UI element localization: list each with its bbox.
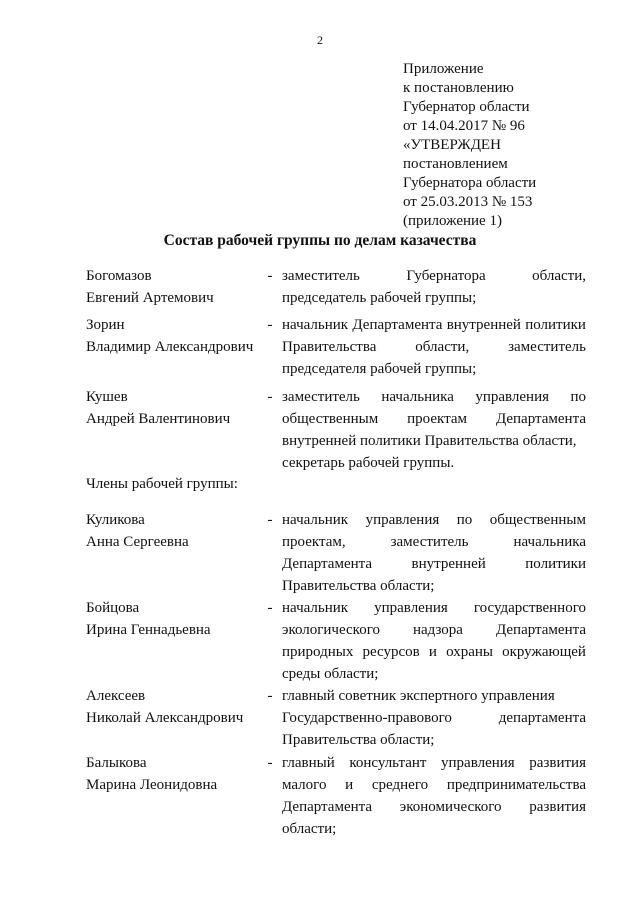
member-given-name: Николай Александрович (86, 710, 244, 726)
separator-dash: - (267, 688, 273, 704)
role-line: главный консультант управления развития (282, 755, 586, 771)
member-given-name: Владимир Александрович (86, 339, 254, 355)
member-given-name: Анна Сергеевна (86, 534, 189, 550)
member-role (282, 597, 586, 685)
separator-dash: - (267, 600, 273, 616)
member-name (86, 386, 264, 430)
member-surname: Кушев (86, 389, 128, 405)
separator-dash: - (267, 755, 273, 771)
member-name (86, 685, 264, 729)
role-line: Государственно-правового департамента (282, 710, 586, 726)
member-name (86, 509, 264, 553)
member-surname: Богомазов (86, 268, 152, 284)
role-line: Правительства области, заместитель (282, 339, 586, 355)
member-role (282, 265, 586, 309)
member-given-name: Андрей Валентинович (86, 411, 231, 427)
role-line: Правительства области; (282, 578, 435, 594)
member-name (86, 314, 264, 358)
role-line: среды области; (282, 666, 379, 682)
appendix-line: от 25.03.2013 № 153 (403, 194, 533, 210)
member-name (86, 597, 264, 641)
member-surname: Зорин (86, 317, 125, 333)
member-surname: Бойцова (86, 600, 140, 616)
member-given-name: Евгений Артемович (86, 290, 214, 306)
member-role (282, 386, 586, 474)
role-line: секретарь рабочей группы. (282, 455, 455, 471)
appendix-line: постановлением (403, 156, 508, 172)
role-line: председателя рабочей группы; (282, 361, 477, 377)
member-surname: Алексеев (86, 688, 146, 704)
appendix-line: Губернатор области (403, 99, 530, 115)
role-line: внутренней политики Правительства области, (282, 433, 577, 449)
role-line: председатель рабочей группы; (282, 290, 477, 306)
members-heading: Члены рабочей группы: (86, 476, 238, 492)
separator-dash: - (267, 512, 273, 528)
member-surname: Балыкова (86, 755, 147, 771)
member-surname: Куликова (86, 512, 145, 528)
appendix-line: к постановлению (403, 80, 514, 96)
page-number: 2 (317, 33, 323, 47)
separator-dash: - (267, 268, 273, 284)
role-line: общественным проектам Департамента (282, 411, 586, 427)
role-line: главный советник экспертного управления (282, 688, 555, 704)
separator-dash: - (267, 317, 273, 333)
role-line: проектам, заместитель начальника (282, 534, 586, 550)
role-line: Правительства области; (282, 732, 435, 748)
member-role (282, 314, 586, 380)
role-line: области; (282, 821, 337, 837)
document-title: Состав рабочей группы по делам казачества (163, 232, 477, 249)
role-line: экологического надзора Департамента (282, 622, 586, 638)
member-role (282, 752, 586, 840)
appendix-block (403, 60, 628, 231)
member-given-name: Ирина Геннадьевна (86, 622, 211, 638)
member-name (86, 265, 264, 309)
appendix-line: «УТВЕРЖДЕН (403, 137, 501, 153)
member-name (86, 752, 264, 796)
appendix-line: от 14.04.2017 № 96 (403, 118, 525, 134)
member-role (282, 509, 586, 597)
role-line: начальник Департамента внутренней политики (282, 317, 586, 333)
role-line: Департамента экономического развития (282, 799, 586, 815)
appendix-line: Приложение (403, 61, 484, 77)
role-line: начальник управления по общественным (282, 512, 586, 528)
role-line: малого и среднего предпринимательства (282, 777, 586, 793)
appendix-line: Губернатора области (403, 175, 537, 191)
member-given-name: Марина Леонидовна (86, 777, 218, 793)
role-line: начальник управления государственного (282, 600, 586, 616)
member-role (282, 685, 586, 751)
role-line: Департамента внутренней политики (282, 556, 586, 572)
role-line: заместитель Губернатора области, (282, 268, 586, 284)
role-line: природных ресурсов и охраны окружающей (282, 644, 586, 660)
appendix-line: (приложение 1) (403, 213, 502, 229)
role-line: заместитель начальника управления по (282, 389, 586, 405)
separator-dash: - (267, 389, 273, 405)
